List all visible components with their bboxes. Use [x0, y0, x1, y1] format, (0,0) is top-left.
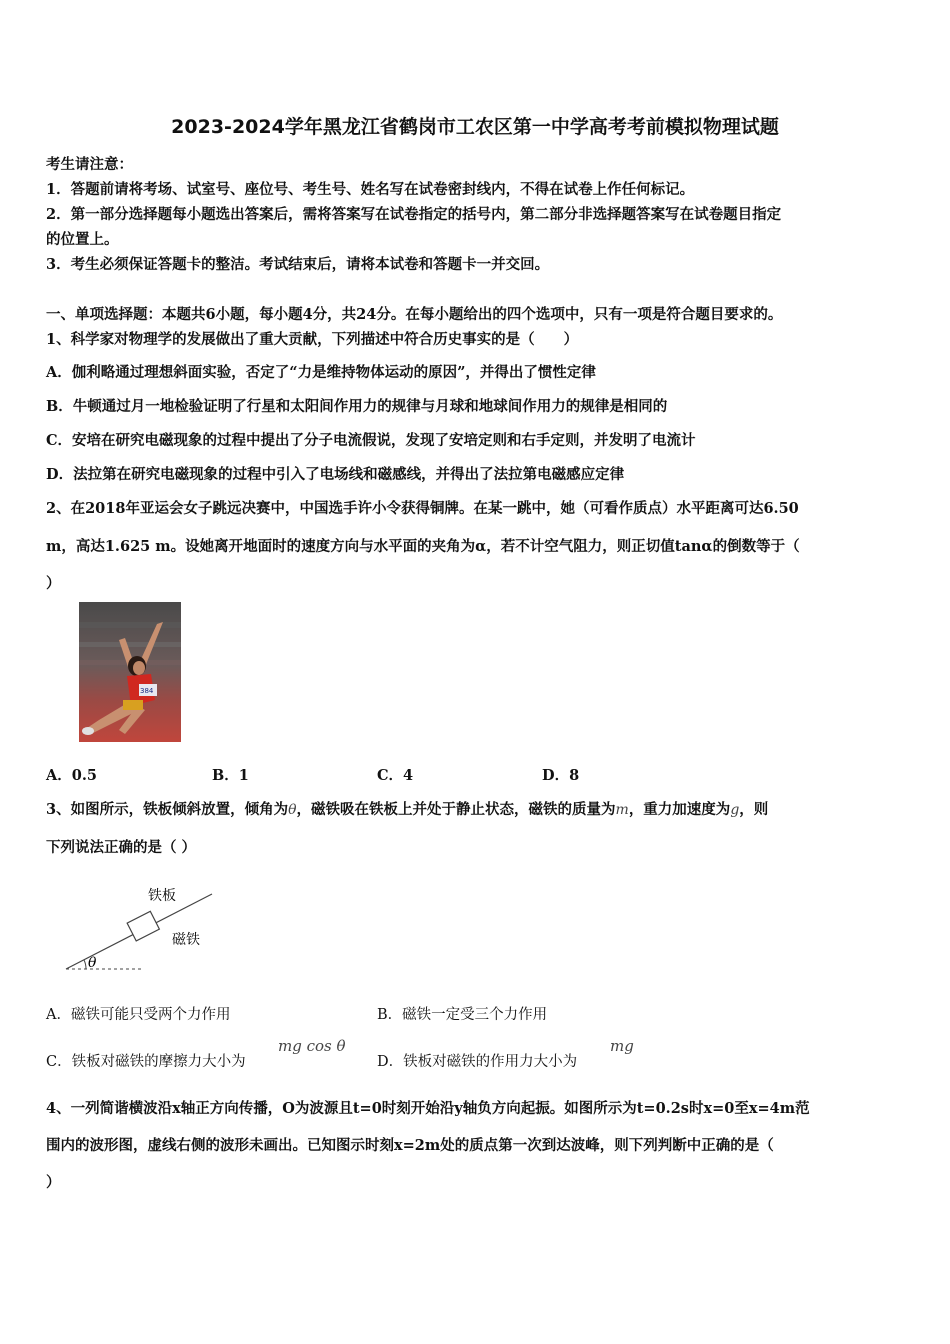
magnet-block	[127, 911, 159, 941]
q2-stem-line1: 2、在2018年亚运会女子跳远决赛中，中国选手许小令获得铜牌。在某一跳中，她（可看作质点）水平距离可达6.50	[46, 500, 799, 517]
angle-label: θ	[88, 955, 97, 971]
notice-item-1: 1．答题前请将考场、试室号、座位号、考生号、姓名写在试卷密封线内，不得在试卷上作任何标记。	[46, 181, 695, 198]
q4-stem-line3: ）	[46, 1174, 61, 1191]
angle-arc	[84, 960, 86, 969]
q3-option-a: A．磁铁可能只受两个力作用	[46, 1007, 231, 1023]
bib-number: 384	[140, 687, 154, 695]
notice-heading: 考生请注意：	[46, 156, 133, 173]
q3-option-d-formula: mg	[610, 1037, 634, 1055]
q1-option-b: B．牛顿通过月一地检验证明了行星和太阳间作用力的规律与月球和地球间作用力的规律是相同的	[46, 398, 668, 415]
q3-option-c: C．铁板对磁铁的摩擦力大小为	[46, 1054, 246, 1070]
q4-stem-line2: 围内的波形图，虚线右侧的波形未画出。已知图示时刻x=2m处的质点第一次到达波峰，则下列判断中正确的是（	[46, 1137, 774, 1154]
q1-option-c: C．安培在研究电磁现象的过程中提出了分子电流假说，发现了安培定则和右手定则，并发明了电流计	[46, 432, 696, 449]
q2-option-a: A．0.5	[46, 767, 97, 784]
page-title: 2023-2024学年黑龙江省鹤岗市工农区第一中学高考考前模拟物理试题	[171, 116, 779, 138]
q3-option-b: B．磁铁一定受三个力作用	[377, 1007, 548, 1023]
mass-symbol: m	[615, 802, 629, 818]
magnet-label: 磁铁	[172, 932, 200, 948]
q3-stem-part3: ，重力加速度为	[628, 801, 731, 818]
notice-item-2: 2．第一部分选择题每小题选出答案后，需将答案写在试卷指定的括号内，第二部分非选择题答案写在试卷题目指定	[46, 206, 782, 223]
long-jump-photo	[79, 602, 181, 742]
q1-option-a: A．伽利略通过理想斜面实验，否定了“力是维持物体运动的原因”，并得出了惯性定律	[46, 364, 596, 381]
gravity-symbol: g	[730, 802, 740, 818]
q3-option-c-formula: mg cos θ	[278, 1037, 346, 1055]
q3-stem-part2: ，磁铁吸在铁板上并处于静止状态，磁铁的质量为	[296, 801, 616, 818]
q3-stem-part1: 3、如图所示，铁板倾斜放置，倾角为	[46, 801, 289, 818]
q3-option-d: D．铁板对磁铁的作用力大小为	[377, 1054, 578, 1070]
q3-stem-line2: 下列说法正确的是（ ）	[46, 839, 197, 856]
q2-option-d: D．8	[542, 767, 580, 784]
q2-stem-line3: ）	[46, 575, 61, 592]
section-heading: 一、单项选择题：本题共6小题，每小题4分，共24分。在每小题给出的四个选项中，只有一项是符合题目要求的。	[46, 306, 783, 323]
q1-stem: 1、科学家对物理学的发展做出了重大贡献，下列描述中符合历史事实的是（ ）	[46, 331, 579, 348]
q4-stem-line1: 4、一列简谐横波沿x轴正方向传播，O为波源且t=0时刻开始沿y轴负方向起振。如图所示为t=0.2s时x=0至x=4m范	[46, 1100, 810, 1117]
incline-diagram	[62, 880, 232, 975]
q2-option-c: C．4	[377, 767, 414, 784]
q3-stem-line1	[46, 798, 768, 819]
notice-item-2-cont: 的位置上。	[46, 231, 119, 248]
q2-option-b: B．1	[212, 767, 249, 784]
iron-board-label: 铁板	[148, 888, 176, 904]
notice-item-3: 3．考生必须保证答题卡的整洁。考试结束后，请将本试卷和答题卡一并交回。	[46, 256, 550, 273]
q3-stem-part4: ，则	[739, 801, 769, 818]
q2-stem-line2: m，高达1.625 m。设她离开地面时的速度方向与水平面的夹角为α，若不计空气阻力，则正切值tanα的倒数等于（	[46, 538, 800, 555]
theta-symbol: θ	[288, 802, 297, 818]
q1-option-d: D．法拉第在研究电磁现象的过程中引入了电场线和磁感线，并得出了法拉第电磁感应定律	[46, 466, 625, 483]
